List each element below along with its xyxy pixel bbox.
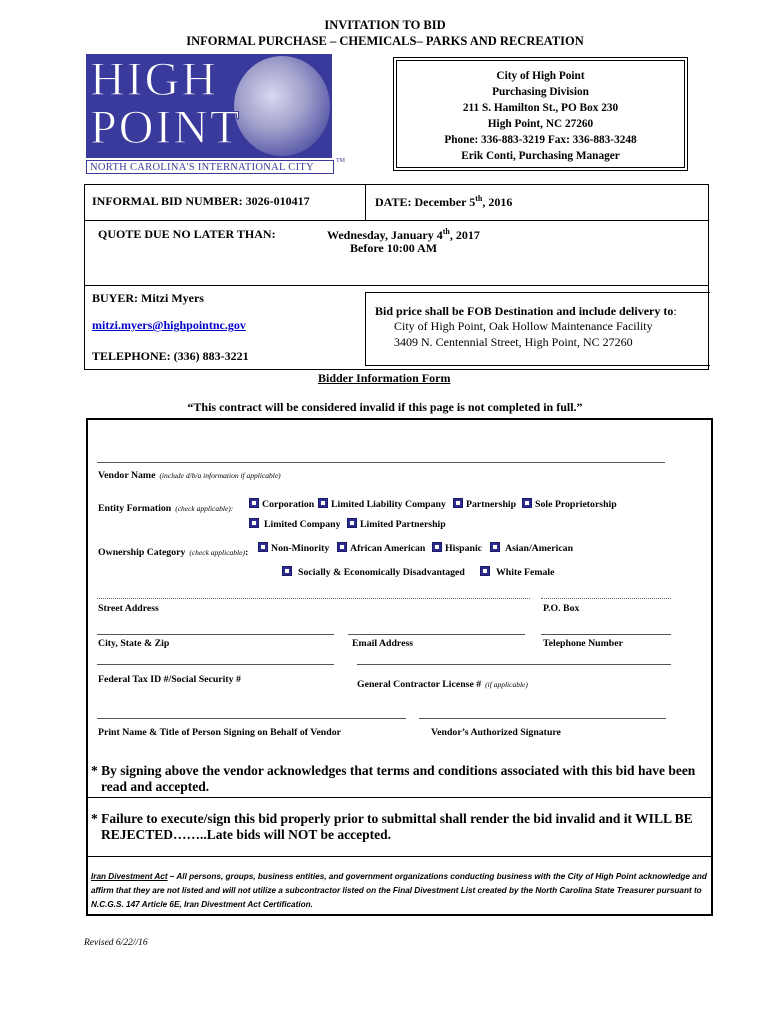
checkbox-icon[interactable] xyxy=(337,542,347,552)
contact-city-state: High Point, NC 27260 xyxy=(487,118,594,130)
contact-address: 211 S. Hamilton St., PO Box 230 xyxy=(462,102,619,114)
ownership-african-american[interactable]: African American xyxy=(337,542,425,554)
iran-divestment-text: Iran Divestment Act – All persons, groups, business entities, and government organizations conducting business with the City of High Point acknowledge and affirm that they are not listed and will not utilize a subcontractor listed on the Final Divestment List created by the North Carolina State Treasurer pursuant to N.C.G.S. 147 Article 6E, Iran Divestment Act Certification. xyxy=(91,872,707,909)
checkbox-icon[interactable] xyxy=(522,498,532,508)
entity-sole-proprietorship[interactable]: Sole Proprietorship xyxy=(522,498,617,510)
delivery-title: Bid price shall be FOB Destination and include delivery to: xyxy=(375,304,677,318)
print-name-field[interactable] xyxy=(97,718,406,719)
checkbox-icon[interactable] xyxy=(490,542,500,552)
quote-due-label: QUOTE DUE NO LATER THAN: xyxy=(98,227,276,241)
contact-division: Purchasing Division xyxy=(492,86,589,98)
trademark-mark: TM xyxy=(336,158,345,164)
buyer-email-link[interactable]: mitzi.myers@highpointnc.gov xyxy=(92,318,246,332)
tax-id-field[interactable] xyxy=(97,664,334,665)
bidder-form-title: Bidder Information Form xyxy=(318,371,451,385)
entity-corporation[interactable]: Corporation xyxy=(249,498,314,510)
contact-manager: Erik Conti, Purchasing Manager xyxy=(461,150,620,162)
ownership-category-label: Ownership Category (check applicable): xyxy=(98,547,249,558)
ownership-white-female[interactable]: White Female xyxy=(480,566,555,578)
entity-limited-partnership[interactable]: Limited Partnership xyxy=(347,518,446,530)
po-box-field[interactable] xyxy=(541,598,671,599)
globe-icon xyxy=(234,56,330,156)
high-point-logo xyxy=(86,53,345,179)
checkbox-icon[interactable] xyxy=(282,566,292,576)
contact-city: City of High Point xyxy=(496,70,585,82)
signature-label: Vendor’s Authorized Signature xyxy=(431,727,561,738)
entity-limited-company[interactable]: Limited Company xyxy=(249,518,340,530)
ownership-asian-american[interactable]: Asian/American xyxy=(490,542,573,554)
entity-formation-label: Entity Formation (check applicable): xyxy=(98,503,234,514)
print-name-label: Print Name & Title of Person Signing on Behalf of Vendor xyxy=(98,727,341,738)
ownership-hispanic[interactable]: Hispanic xyxy=(432,542,482,554)
contact-phone-fax: Phone: 336-883-3219 Fax: 336-883-3248 xyxy=(444,134,637,146)
checkbox-icon[interactable] xyxy=(480,566,490,576)
delivery-line2: 3409 N. Centennial Street, High Point, NC 27260 xyxy=(394,335,633,349)
vendor-name-field[interactable] xyxy=(97,462,665,463)
logo-word-point: POINT xyxy=(90,101,242,154)
bid-date: DATE: December 5th, 2016 xyxy=(375,194,513,209)
revision-date: Revised 6/22//16 xyxy=(84,938,148,948)
signature-field[interactable] xyxy=(419,718,666,719)
logo-word-high: HIGH xyxy=(90,53,218,106)
gc-license-field[interactable] xyxy=(357,664,671,665)
po-box-label: P.O. Box xyxy=(543,603,580,614)
email-field[interactable] xyxy=(348,634,525,635)
city-state-zip-label: City, State & Zip xyxy=(98,638,170,649)
street-address-field[interactable] xyxy=(97,598,530,599)
delivery-line1: City of High Point, Oak Hollow Maintenance Facility xyxy=(394,319,653,333)
street-address-label: Street Address xyxy=(98,603,159,614)
entity-llc[interactable]: Limited Liability Company xyxy=(318,498,446,510)
logo-tagline: NORTH CAROLINA'S INTERNATIONAL CITY xyxy=(86,160,334,174)
ownership-non-minority[interactable]: Non-Minority xyxy=(258,542,329,554)
entity-partnership[interactable]: Partnership xyxy=(453,498,516,510)
ownership-disadvantaged[interactable]: Socially & Economically Disadvantaged xyxy=(282,566,465,578)
doc-title: INVITATION TO BID xyxy=(324,18,446,32)
telephone-label: Telephone Number xyxy=(543,638,623,649)
gc-license-label: General Contractor License # (if applicable) xyxy=(357,679,528,690)
tax-id-label: Federal Tax ID #/Social Security # xyxy=(98,674,241,685)
vendor-name-label: Vendor Name (include d/b/a information if applicable) xyxy=(98,470,281,481)
bid-number: INFORMAL BID NUMBER: 3026-010417 xyxy=(92,194,310,208)
acknowledgement-text: * By signing above the vendor acknowledges that terms and conditions associated with this bid have been read and accepted. xyxy=(91,763,696,794)
quote-due-time: Before 10:00 AM xyxy=(350,241,438,255)
checkbox-icon[interactable] xyxy=(318,498,328,508)
buyer-name: BUYER: Mitzi Myers xyxy=(92,291,204,305)
checkbox-icon[interactable] xyxy=(249,518,259,528)
telephone-field[interactable] xyxy=(541,634,671,635)
checkbox-icon[interactable] xyxy=(347,518,357,528)
quote-due-date: Wednesday, January 4th, 2017 xyxy=(327,227,480,242)
contact-box xyxy=(393,57,688,171)
checkbox-icon[interactable] xyxy=(453,498,463,508)
city-state-zip-field[interactable] xyxy=(97,634,334,635)
buyer-telephone: TELEPHONE: (336) 883-3221 xyxy=(92,349,249,363)
failure-notice-text: * Failure to execute/sign this bid properly prior to submittal shall render the bid invalid and it WILL BE REJECTED……..Late bids will NOT be accepted. xyxy=(91,811,693,842)
checkbox-icon[interactable] xyxy=(258,542,268,552)
email-label: Email Address xyxy=(352,638,414,649)
doc-subtitle: INFORMAL PURCHASE – CHEMICALS– PARKS AND RECREATION xyxy=(186,34,584,48)
form-notice: “This contract will be considered invalid if this page is not completed in full.” xyxy=(187,400,583,414)
checkbox-icon[interactable] xyxy=(249,498,259,508)
checkbox-icon[interactable] xyxy=(432,542,442,552)
